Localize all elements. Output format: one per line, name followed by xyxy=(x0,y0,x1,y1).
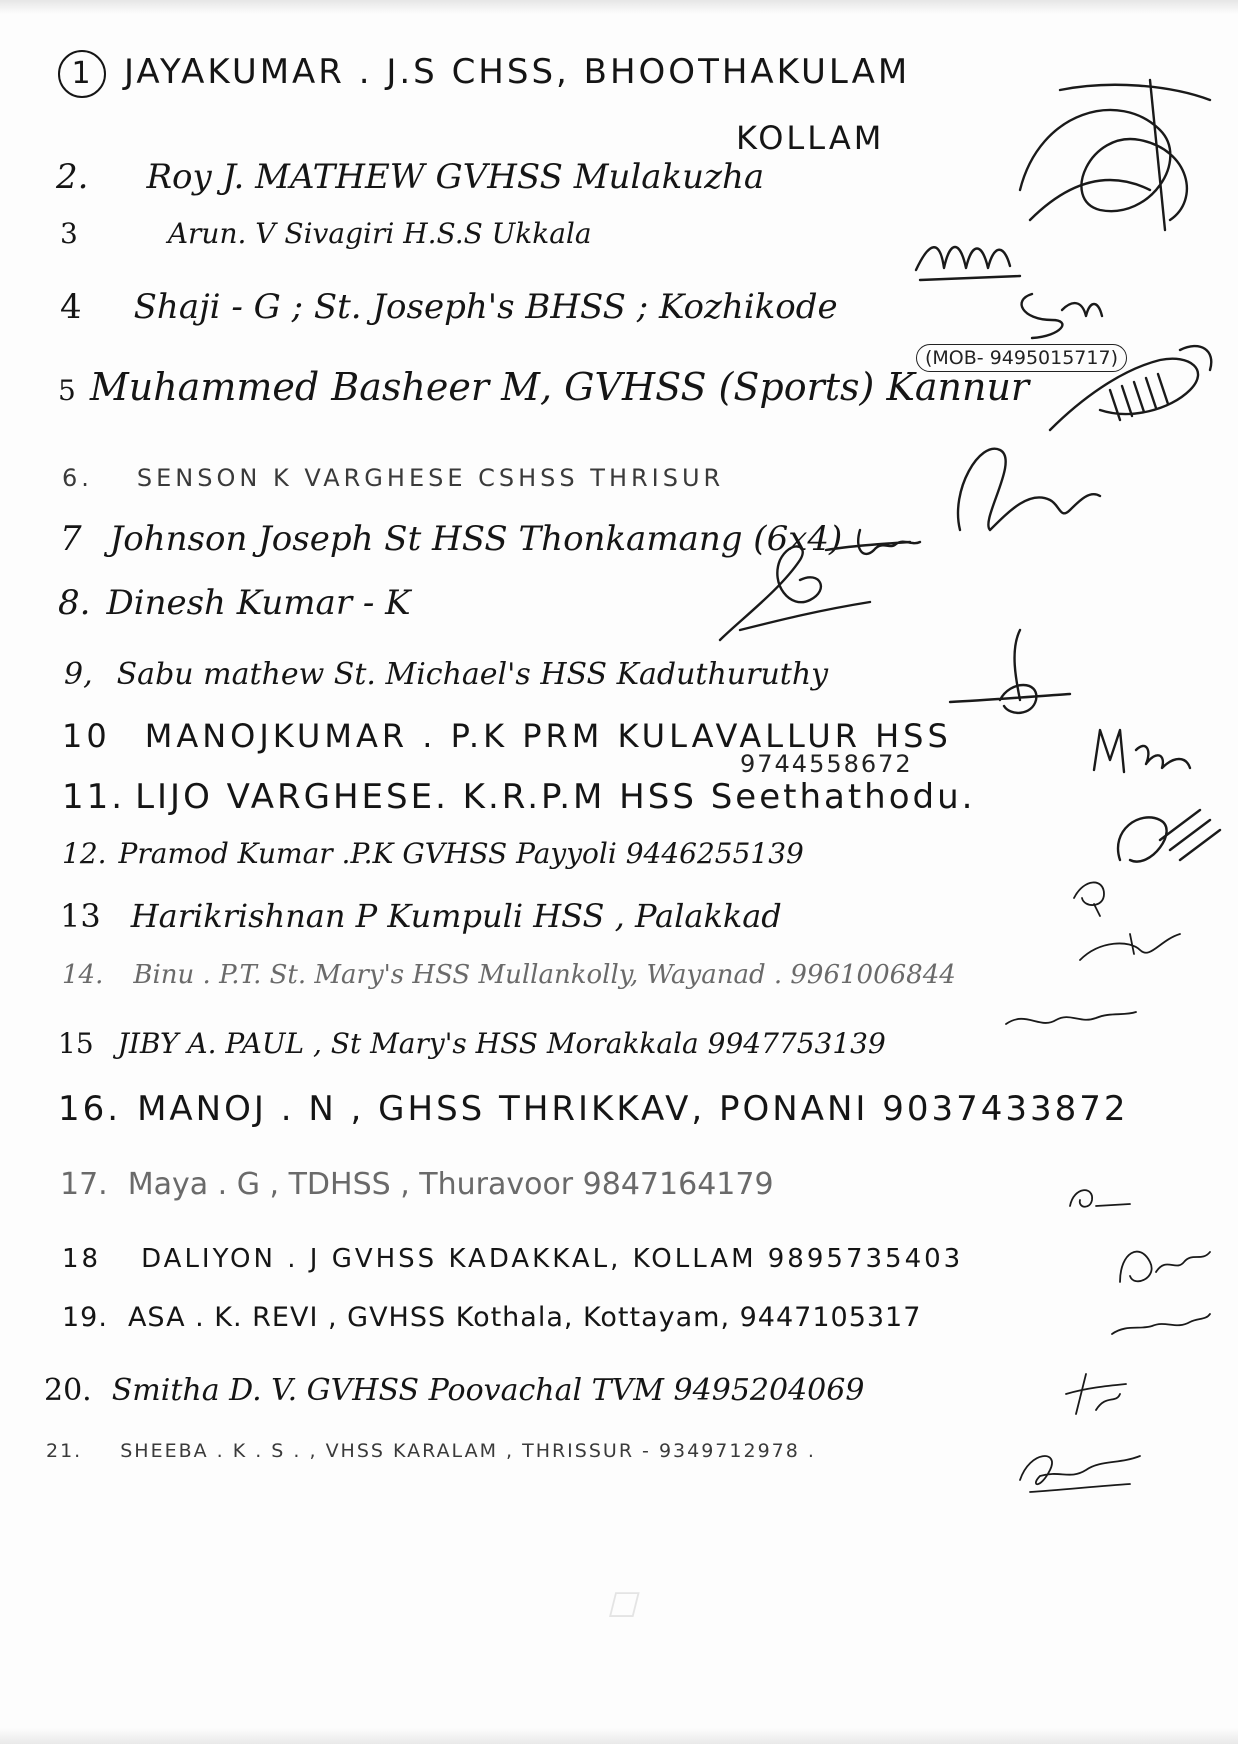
scan-bottom-edge xyxy=(0,1728,1238,1744)
signature-17 xyxy=(1060,1176,1140,1216)
entry-number: 7 xyxy=(60,519,82,559)
entry-number: 6. xyxy=(62,464,93,492)
signature-8 xyxy=(700,540,880,650)
entry-number: 2. xyxy=(56,157,89,197)
entry-text: ASA . K. REVI , GVHSS Kothala, Kottayam, 9447105317 xyxy=(127,1302,922,1333)
signature-12 xyxy=(1064,868,1124,918)
entry-text: DALIYON . J GVHSS KADAKKAL, KOLLAM 9895735403 xyxy=(141,1244,964,1274)
entry-21 xyxy=(46,1442,816,1461)
entry-text: Harikrishnan P Kumpuli HSS , Palakkad xyxy=(130,897,782,935)
entry-number: 3 xyxy=(60,217,78,250)
entry-text: Pramod Kumar .P.K GVHSS Payyoli 9446255139 xyxy=(118,837,804,870)
entry-text: MANOJKUMAR . P.K PRM KULAVALLUR HSS xyxy=(144,717,952,755)
entry-11 xyxy=(62,777,976,817)
entry-text: Sabu mathew St. Michael's HSS Kaduthuruthy xyxy=(116,657,829,692)
entry-13 xyxy=(60,897,782,935)
entry-text: Arun. V Sivagiri H.S.S Ukkala xyxy=(167,217,592,250)
entry-16 xyxy=(58,1089,1129,1129)
entry-number: 19. xyxy=(62,1302,108,1333)
signature-19 xyxy=(1106,1304,1216,1344)
entry-text-continued: KOLLAM xyxy=(736,119,885,157)
signature-6 xyxy=(940,430,1110,550)
entry-number: 10 xyxy=(62,717,111,755)
entry-3 xyxy=(60,217,592,250)
signature-10 xyxy=(1086,720,1226,790)
phone-note: 9744558672 xyxy=(740,750,913,778)
entry-number: 8. xyxy=(58,583,91,623)
entry-20 xyxy=(44,1373,865,1408)
signature-21 xyxy=(1010,1440,1150,1500)
signature-18 xyxy=(1110,1232,1220,1302)
entry-number: 5 xyxy=(58,374,76,407)
faint-bleed-through-mark: ☐ xyxy=(606,1586,637,1626)
entry-19 xyxy=(62,1304,921,1331)
entry-10 xyxy=(62,717,952,755)
entry-6 xyxy=(62,466,724,490)
entry-text: Johnson Joseph St HSS Thonkamang (6x4) xyxy=(109,519,843,559)
entry-number: 18 xyxy=(62,1244,102,1274)
entry-text: MANOJ . N , GHSS THRIKKAV, PONANI 9037433872 xyxy=(137,1089,1129,1129)
entry-14 xyxy=(62,962,956,988)
entry-text: Dinesh Kumar - K xyxy=(106,583,411,623)
entry-number: 21. xyxy=(46,1440,83,1462)
entry-4 xyxy=(60,287,838,327)
entry-text: Shaji - G ; St. Joseph's BHSS ; Kozhikode xyxy=(133,287,838,327)
entry-number: 13 xyxy=(60,897,101,935)
entry-17 xyxy=(60,1167,774,1202)
entry-text: SENSON K VARGHESE CSHSS THRISUR xyxy=(136,464,725,492)
entry-9 xyxy=(64,657,829,692)
entry-2 xyxy=(56,157,765,197)
signature-11 xyxy=(1100,790,1230,880)
entry-5 xyxy=(58,365,1030,409)
entry-number: 9, xyxy=(64,657,93,692)
entry-15 xyxy=(58,1027,886,1060)
entry-text: Smitha D. V. GVHSS Poovachal TVM 9495204069 xyxy=(111,1373,865,1408)
signature-9 xyxy=(940,620,1080,730)
entry-1 xyxy=(58,50,910,98)
signature-15 xyxy=(1000,1000,1140,1040)
entry-8 xyxy=(58,583,411,623)
entry-number: 12. xyxy=(62,837,107,870)
entry-number: 16. xyxy=(58,1089,122,1129)
entry-text: Maya . G , TDHSS , Thuravoor 9847164179 xyxy=(127,1167,774,1202)
signature-13 xyxy=(1070,920,1190,970)
entry-number: 20. xyxy=(44,1373,92,1408)
entry-number: 4 xyxy=(60,287,82,327)
entry-1-line-2 xyxy=(736,119,885,157)
entry-number: 14. xyxy=(62,960,104,990)
entry-text: SHEEBA . K . S . , VHSS KARALAM , THRISSUR - 9349712978 . xyxy=(120,1440,816,1462)
entry-text: Muhammed Basheer M, GVHSS (Sports) Kannur xyxy=(89,365,1030,409)
signature-1 xyxy=(1000,70,1220,240)
entry-text: JAYAKUMAR . J.S CHSS, BHOOTHAKULAM xyxy=(124,52,911,92)
entry-number: 17. xyxy=(60,1167,108,1202)
entry-text: JIBY A. PAUL , St Mary's HSS Morakkala 9947753139 xyxy=(117,1027,886,1060)
entry-12 xyxy=(62,837,804,870)
mobile-note: (MOB- 9495015717) xyxy=(916,344,1127,372)
entry-text: LIJO VARGHESE. K.R.P.M HSS Seethathodu. xyxy=(135,777,976,817)
entry-number: 1 xyxy=(58,50,106,98)
entry-text: Binu . P.T. St. Mary's HSS Mullankolly, Wayanad . 9961006844 xyxy=(133,960,956,990)
entry-text: Roy J. MATHEW GVHSS Mulakuzha xyxy=(146,157,765,197)
signature-20 xyxy=(1056,1364,1136,1424)
entry-number: 11. xyxy=(62,777,126,817)
entry-18 xyxy=(62,1246,963,1272)
scan-top-edge xyxy=(0,0,1238,14)
entry-number: 15 xyxy=(58,1027,94,1060)
